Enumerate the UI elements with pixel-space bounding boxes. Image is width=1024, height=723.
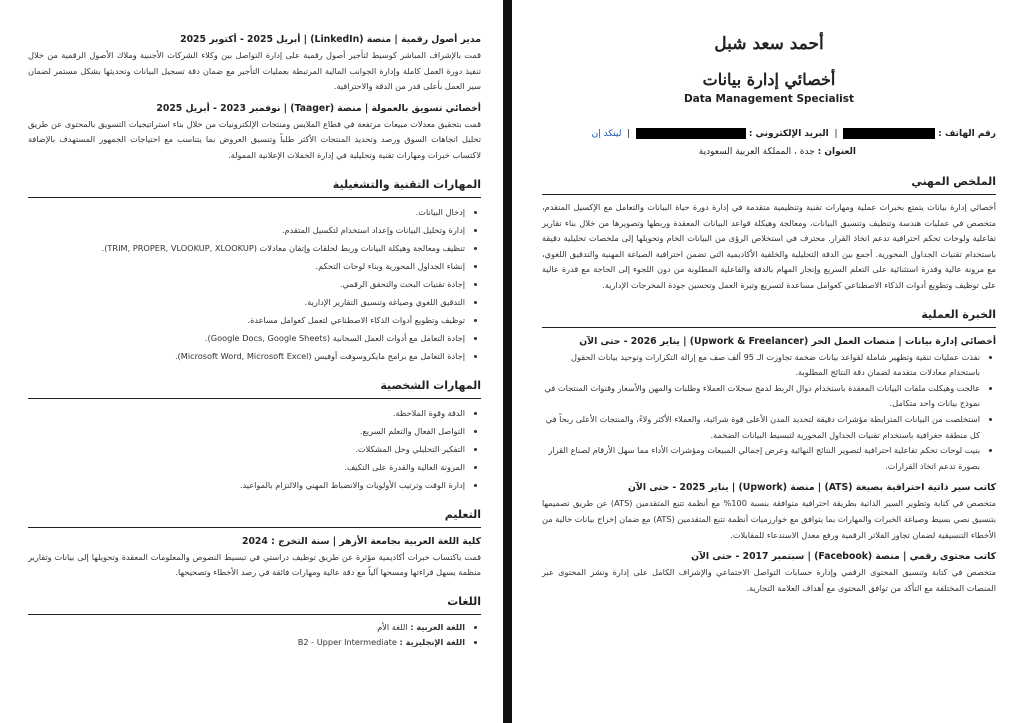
list-item: • الدقة وقوة الملاحظة. xyxy=(28,404,465,422)
language-item-english xyxy=(28,635,465,651)
list-item: • تنظيف ومعالجة وهيكلة البيانات وربط لحلقات وإتقان معادلات (TRIM, PROPER, VLOOKUP, XLOOKUP). xyxy=(28,239,465,257)
languages-heading: اللغات xyxy=(28,595,481,615)
job-text-affiliate: قمت بتحقيق معدلات مبيعات مرتفعة في قطاع الملابس ومنتجات الإلكترونيات من خلال بناء استراتيجيات التسويق بالمحتوى عن طريق تحليل اتجاهات السوق ورصد وتحديد المنتجات الأكثر طلباً وتنسيق العروض بما يتناسب مع احتياجات الجمهور المستهدف بالإضافة لاكتساب خبرات ومهارات تقنية وتحليلية في إدارة الحملات الإعلانية الممولة. xyxy=(28,118,481,160)
redacted-email xyxy=(636,128,746,139)
linkedin-link[interactable]: لينكد إن xyxy=(591,129,622,139)
list-item: • التدقيق اللغوي وصياغة وتنسيق التقارير الإدارية. xyxy=(28,293,465,311)
email-label: البريد الإلكتروني : xyxy=(748,129,829,139)
language-name: اللغة العربية : xyxy=(410,621,465,632)
job-text-content-writer: متخصص في كتابة وتنسيق المحتوى الرقمي وإدارة حسابات التواصل الاجتماعي والإشراف الكامل على إدارة ونشر المحتوى عبر المنصات المختلفة مع التأكد من توافق المحتوى مع أهداف العلامة التجارية. xyxy=(542,567,996,593)
experience-heading: الخبرة العملية xyxy=(542,308,996,328)
job-title-arabic: أخصائي إدارة بيانات xyxy=(702,70,836,89)
resume-page-right xyxy=(512,0,1024,723)
list-item: • بنيت لوحات تحكم تفاعلية احترافية لتصوير النتائج النهائية وعرض إجمالي المبيعات ومؤشرات الأداء مما سهل الأرقام لصناع القرار بصورة تدعم اتخاذ القرارات. xyxy=(542,443,980,474)
tech-skills-heading: المهارات التقنية والتشغيلية xyxy=(28,178,481,198)
list-item: • نفذت عمليات تنقية وتطهير شاملة لقواعد بيانات ضخمة تجاوزت الـ 95 ألف صف مع إزالة التكرارات وتوحيد بيانات الحقول باستخدام معادلات متقدمة لضمان دقة النتائج المطلوبة. xyxy=(542,350,980,381)
language-name: اللغة الإنجليزية : xyxy=(399,637,465,648)
education-heading: التعليم xyxy=(28,508,481,528)
list-item: • إدخال البيانات. xyxy=(28,203,465,221)
list-item: • إجادة التعامل مع برامج مايكروسوفت أوفيس (Microsoft Word, Microsoft Excel). xyxy=(28,347,465,365)
address-line xyxy=(542,143,856,161)
language-level: B2 - Upper Intermediate xyxy=(297,637,397,648)
phone-label: رقم الهاتف : xyxy=(938,129,996,139)
list-item: • التواصل الفعال والتعلم السريع. xyxy=(28,422,465,440)
job-text-digital-assets: قمت بالإشراف المباشر كوسيط لتأجير أصول رقمية على إدارة التواصل بين وكلاء الشركات الأجنبية وملاك الأصول الرقمية من خلال تنفيذ دورة العمل كاملة وإدارة الجوانب المالية المرتبطة بعمليات التأجير مع ضمان دقة تسجيل البيانات وتحديثها بشكل مستمر لضمان سير العمل بأعلى قدر من الدقة والاحترافية. xyxy=(28,50,481,92)
list-item: • عالجت وهيكلت ملفات البيانات المعقدة باستخدام دوال الربط لدمج سجلات العملاء وطلبات والمهن والأسعار وقنوات المنتجات في نموذج بيانات واحد متكامل. xyxy=(542,381,980,412)
languages-list xyxy=(28,620,481,651)
language-item-arabic xyxy=(28,620,465,636)
list-item: • المرونة العالية والقدرة على التكيف. xyxy=(28,458,465,476)
summary-heading: الملخص المهني xyxy=(542,175,996,195)
job-title-english: Data Management Specialist xyxy=(683,93,855,105)
address-label: العنوان : xyxy=(817,147,856,157)
job-title-affiliate: أخصائي تسويق بالعمولة | منصة (Taager) | نوفمبر 2023 - أبريل 2025 xyxy=(156,102,481,114)
soft-skills-list xyxy=(28,404,481,494)
language-level: اللغة الأم xyxy=(377,621,408,632)
tech-skills-list xyxy=(28,203,481,365)
list-item: • التفكير التحليلي وحل المشكلات. xyxy=(28,440,465,458)
job-title-digital-assets: مدير أصول رقمية | منصة (LinkedIn) | أبريل 2025 - أكتوبر 2025 xyxy=(180,34,481,45)
address-value: جدة ، المملكة العربية السعودية xyxy=(698,147,815,157)
job-title-content-writer: كاتب محتوى رقمي | منصة (Facebook) | سبتمبر 2017 - حتى الآن xyxy=(691,551,996,563)
list-item: • إجادة تقنيات البحث والتحقق الرقمي. xyxy=(28,275,465,293)
education-text: قمت باكتساب خبرات أكاديمية مؤثرة عن طريق توظيف دراستي في تبسيط النصوص والمعلومات المعقدة وتحويلها إلى بيانات وتقارير منظمة يسهل قراءتها ومسحها آلياً مع دقة عالية ومهارات فائقة في رصد الأخطاء وتصحيحها. xyxy=(28,551,481,578)
summary-text: أخصائي إدارة بيانات يتمتع بخبرات عملية ومهارات تقنية وتنظيمية متقدمة في إدارة دورة حياة البيانات والتعامل مع الإكسيل المتقدم، متخصص في عمليات هندسة وتنظيف وتنسيق البيانات، ومعالجة وهيكلة قواعد البيانات المعقدة وربطها وتصويرها من خلال بناء تقارير تفاعلية ولوحات تحكم احترافية تدعم اتخاذ القرار. محترف في استخلاص الرؤى من البيانات الخام وتحويلها إلى ملخصات تحليلية دقيقة باستخدام تقنيات الجداول المحورية. أجمع بين الدقة التحليلية والخلفية الأكاديمية التي تضمن احترافية الصياغة المهنية والتدقيق اللغوي، مع مرونة عالية وقدرة استثنائية على التعلم السريع وإنجاز المهام بالدقة والفاعلية المطلوبة من دون اللجوء إلى الحاجة مع قدرة عالية على توظيف وتطويع أدوات الذكاء الاصطناعي كعوامل مساعدة لتسريع وتيرة العمل وتحسين جودة المخرجات الإدارية. xyxy=(542,202,996,290)
candidate-name: أحمد سعد شبل xyxy=(714,34,824,54)
education-degree: كلية اللغة العربية بجامعة الأزهر | سنة التخرج : 2024 xyxy=(241,535,481,547)
redacted-phone xyxy=(843,128,935,139)
soft-skills-heading: المهارات الشخصية xyxy=(28,379,481,399)
list-item: • إجادة التعامل مع أدوات العمل السحابية (Google Docs, Google Sheets). xyxy=(28,329,465,347)
job-title-cv-writer: كاتب سير ذاتية احترافية بصيغة (ATS) | منصة (Upwork) | يناير 2025 - حتى الآن xyxy=(627,482,996,494)
job-bullets-data-management xyxy=(542,350,996,475)
list-item: • إدارة الوقت وترتيب الأولويات والانضباط المهني والالتزام بالمواعيد. xyxy=(28,476,465,494)
contact-line: رقم الهاتف : | البريد الإلكتروني : | لينكد إن xyxy=(591,129,996,139)
list-item: • استخلصت من البيانات المترابطة مؤشرات دقيقة لتحديد المدن الأعلى قوة شرائية، والعملاء الأكثر ولاءً، والمنتجات الأعلى ربحاً في كل منطقة جغرافية باستخدام تقنيات الجداول المحورية لتبسيط البيانات الضخمة. xyxy=(542,412,980,443)
resume-page-left xyxy=(0,0,503,723)
page-divider xyxy=(503,0,512,723)
list-item: • إدارة وتحليل البيانات وإعداد استخدام لتكسيل المتقدم. xyxy=(28,221,465,239)
list-item: • توظيف وتطويع أدوات الذكاء الاصطناعي لتعمل كعوامل مساعدة. xyxy=(28,311,465,329)
job-title-data-management: أخصائي إدارة بيانات | منصات العمل الحر (Upwork & Freelancer) | يناير 2026 - حتى الآن xyxy=(579,335,996,347)
list-item: • إنشاء الجداول المحورية وبناء لوحات التحكم. xyxy=(28,257,465,275)
job-text-cv-writer: متخصص في كتابة وتطوير السير الذاتية بطريقة احترافية متوافقة بنسبة 100% مع أنظمة تتبع المتقدمين (ATS) عن طريق تصميمها بتنسيق نصي بسيط وصياغة الخبرات والمهارات بما يتوافق مع خوارزميات أنظمة تتبع المتقدمين (ATS) مع ضمان إخراج بيانات خالية من الأخطاء التنسيقية لضمان تجاوز الفلاتر الرقمية ورفع معدل الاستدعاء للمقابلات. xyxy=(542,498,997,540)
